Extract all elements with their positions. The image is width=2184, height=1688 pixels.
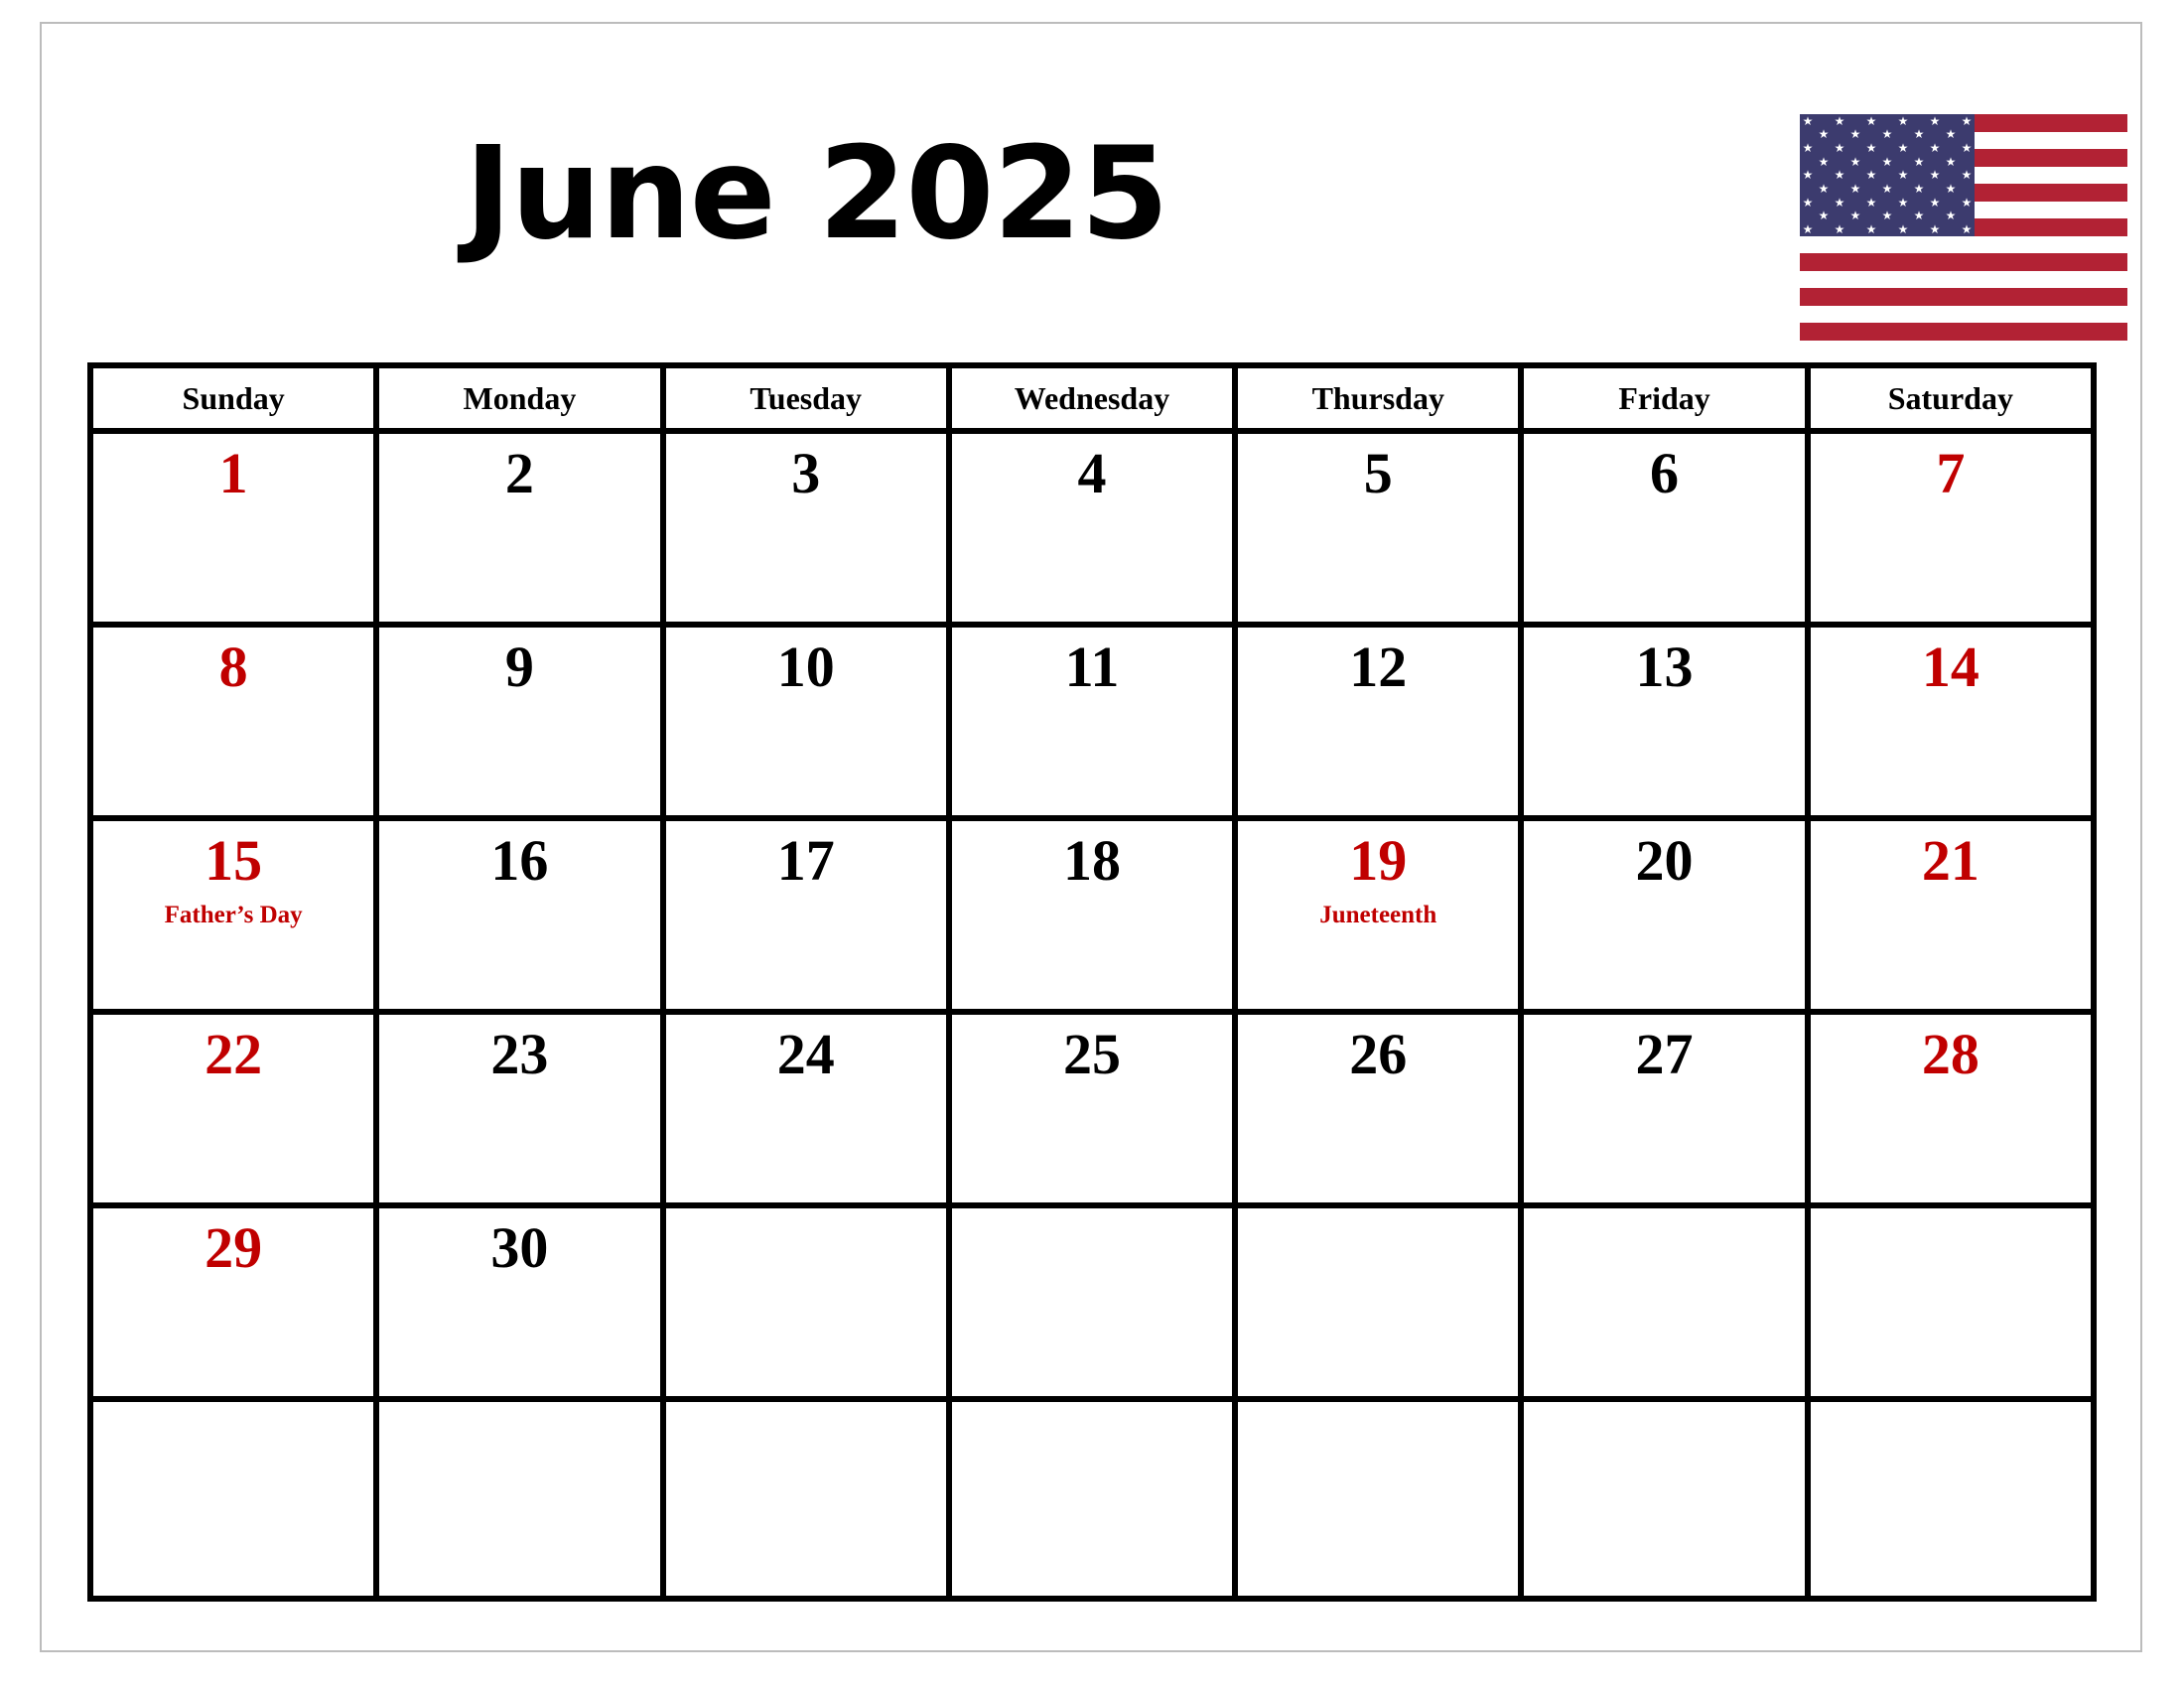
day-number: 25 <box>1062 1022 1121 1086</box>
day-number: 7 <box>1936 441 1966 505</box>
page-title: June 2025 <box>465 120 1168 268</box>
day-number: 28 <box>1921 1022 1979 1086</box>
day-cell[interactable] <box>952 1015 1238 1208</box>
weekday-sunday: Sunday <box>93 368 379 434</box>
day-number: 15 <box>205 828 263 893</box>
day-cell[interactable] <box>1811 628 2091 821</box>
day-number: 5 <box>1363 441 1393 505</box>
day-cell[interactable] <box>1524 1402 1810 1596</box>
day-number: 19 <box>1349 828 1408 893</box>
day-cell[interactable] <box>1811 434 2091 628</box>
day-cell[interactable] <box>379 821 665 1015</box>
week-row <box>93 1402 2091 1596</box>
day-cell[interactable] <box>1524 1208 1810 1402</box>
day-cell[interactable] <box>666 821 952 1015</box>
day-number: 9 <box>504 634 534 699</box>
day-number: 29 <box>205 1215 263 1280</box>
day-number: 18 <box>1062 828 1121 893</box>
day-number: 10 <box>776 634 835 699</box>
day-cell[interactable] <box>379 1015 665 1208</box>
week-row <box>93 1015 2091 1208</box>
day-number: 16 <box>490 828 549 893</box>
weekday-monday: Monday <box>379 368 665 434</box>
day-cell[interactable] <box>952 628 1238 821</box>
week-row <box>93 434 2091 628</box>
day-event: Juneteenth <box>1319 901 1437 928</box>
day-number: 30 <box>490 1215 549 1280</box>
day-cell[interactable] <box>1524 434 1810 628</box>
day-number: 23 <box>490 1022 549 1086</box>
day-cell[interactable] <box>1811 1402 2091 1596</box>
day-number: 3 <box>791 441 821 505</box>
day-cell[interactable] <box>666 1208 952 1402</box>
day-cell[interactable] <box>952 1402 1238 1596</box>
day-number: 4 <box>1077 441 1107 505</box>
day-cell[interactable] <box>93 1402 379 1596</box>
weekday-header-row <box>93 368 2091 434</box>
us-flag-icon <box>1800 114 2127 341</box>
day-cell[interactable] <box>379 1402 665 1596</box>
day-number: 17 <box>776 828 835 893</box>
day-cell[interactable] <box>1238 1402 1524 1596</box>
day-number: 22 <box>205 1022 263 1086</box>
day-event: Father’s Day <box>164 901 303 928</box>
day-cell[interactable] <box>1238 628 1524 821</box>
day-number: 11 <box>1064 634 1120 699</box>
day-number: 8 <box>218 634 248 699</box>
weekday-friday: Friday <box>1524 368 1810 434</box>
day-cell[interactable] <box>379 434 665 628</box>
day-cell[interactable] <box>1238 1015 1524 1208</box>
weekday-saturday: Saturday <box>1811 368 2091 434</box>
day-cell[interactable] <box>666 1402 952 1596</box>
day-cell[interactable] <box>93 1015 379 1208</box>
day-number: 2 <box>504 441 534 505</box>
day-cell[interactable] <box>93 434 379 628</box>
day-cell[interactable] <box>1811 821 2091 1015</box>
day-cell[interactable] <box>379 628 665 821</box>
day-number: 24 <box>776 1022 835 1086</box>
day-cell[interactable] <box>1238 1208 1524 1402</box>
calendar-header <box>87 60 2013 338</box>
week-row <box>93 1208 2091 1402</box>
day-cell[interactable] <box>379 1208 665 1402</box>
calendar-grid <box>87 362 2097 1602</box>
day-cell[interactable] <box>1524 628 1810 821</box>
day-cell[interactable] <box>1811 1208 2091 1402</box>
day-number: 1 <box>218 441 248 505</box>
day-cell[interactable] <box>952 434 1238 628</box>
day-number: 20 <box>1635 828 1694 893</box>
day-number: 6 <box>1650 441 1680 505</box>
day-number: 21 <box>1921 828 1979 893</box>
day-cell[interactable] <box>666 1015 952 1208</box>
day-number: 13 <box>1635 634 1694 699</box>
day-number: 14 <box>1921 634 1979 699</box>
day-cell[interactable] <box>666 434 952 628</box>
day-cell[interactable] <box>93 821 379 1015</box>
weekday-wednesday: Wednesday <box>952 368 1238 434</box>
weekday-tuesday: Tuesday <box>666 368 952 434</box>
day-cell[interactable] <box>1524 821 1810 1015</box>
flag-stars: ★ ★ ★ ★ ★ ★ ★ ★ ★ ★ ★ ★ ★ ★ ★ ★ ★ ★ ★ ★ ★ ★ ★ ★ ★ ★ ★ ★ ★ ★ ★ ★ ★ ★ ★ ★ ★ ★ ★ ★ ★ ★ ★ ★ ★ ★ ★ ★ ★ ★ <box>1802 114 1973 237</box>
day-cell[interactable] <box>1811 1015 2091 1208</box>
day-cell[interactable] <box>952 821 1238 1015</box>
week-row <box>93 821 2091 1015</box>
day-cell[interactable] <box>1238 434 1524 628</box>
day-number: 26 <box>1349 1022 1408 1086</box>
week-row <box>93 628 2091 821</box>
day-cell[interactable] <box>1238 821 1524 1015</box>
day-cell[interactable] <box>93 628 379 821</box>
day-cell[interactable] <box>93 1208 379 1402</box>
day-number: 12 <box>1349 634 1408 699</box>
day-cell[interactable] <box>952 1208 1238 1402</box>
day-cell[interactable] <box>1524 1015 1810 1208</box>
day-cell[interactable] <box>666 628 952 821</box>
day-number: 27 <box>1635 1022 1694 1086</box>
weekday-thursday: Thursday <box>1238 368 1524 434</box>
